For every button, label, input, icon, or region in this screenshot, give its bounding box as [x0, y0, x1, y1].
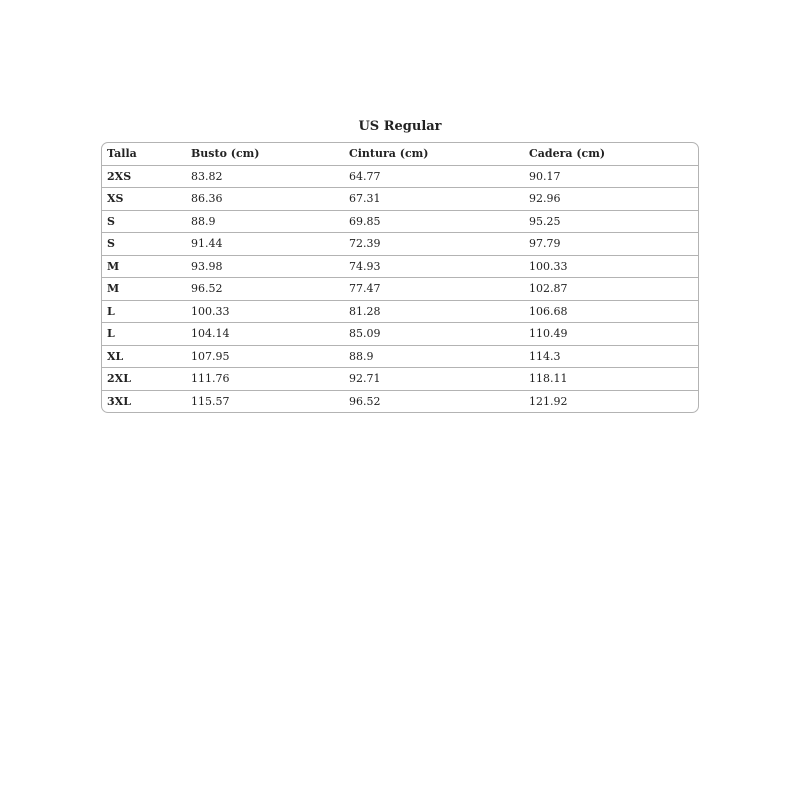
bust-cell: 107.95 [186, 345, 344, 368]
size-cell: M [102, 278, 186, 301]
table-header-row [102, 143, 698, 165]
waist-cell: 81.28 [344, 300, 524, 323]
hip-cell: 92.96 [524, 188, 698, 211]
waist-cell: 77.47 [344, 278, 524, 301]
waist-cell: 64.77 [344, 165, 524, 188]
hip-cell: 118.11 [524, 368, 698, 391]
bust-cell: 86.36 [186, 188, 344, 211]
waist-cell: 69.85 [344, 210, 524, 233]
size-cell: 3XL [102, 390, 186, 412]
hip-cell: 106.68 [524, 300, 698, 323]
hip-cell: 114.3 [524, 345, 698, 368]
bust-cell: 96.52 [186, 278, 344, 301]
hip-cell: 97.79 [524, 233, 698, 256]
hip-cell: 102.87 [524, 278, 698, 301]
size-cell: L [102, 323, 186, 346]
bust-cell: 115.57 [186, 390, 344, 412]
bust-cell: 104.14 [186, 323, 344, 346]
waist-cell: 88.9 [344, 345, 524, 368]
table-body [102, 165, 698, 412]
size-cell: XL [102, 345, 186, 368]
column-header-cintura: Cintura (cm) [349, 147, 429, 161]
size-chart [101, 118, 699, 413]
waist-cell: 85.09 [344, 323, 524, 346]
table-row [102, 210, 698, 233]
waist-cell: 96.52 [344, 390, 524, 412]
size-cell: M [102, 255, 186, 278]
bust-cell: 88.9 [186, 210, 344, 233]
column-header-cadera: Cadera (cm) [529, 147, 606, 161]
size-cell: S [102, 233, 186, 256]
table-row [102, 165, 698, 188]
bust-cell: 93.98 [186, 255, 344, 278]
size-table-frame [101, 142, 699, 413]
table-row [102, 233, 698, 256]
hip-cell: 121.92 [524, 390, 698, 412]
size-cell: S [102, 210, 186, 233]
hip-cell: 90.17 [524, 165, 698, 188]
table-row [102, 323, 698, 346]
table-row [102, 188, 698, 211]
size-cell: 2XL [102, 368, 186, 391]
table-row [102, 345, 698, 368]
hip-cell: 95.25 [524, 210, 698, 233]
bust-cell: 100.33 [186, 300, 344, 323]
table-row [102, 300, 698, 323]
size-cell: XS [102, 188, 186, 211]
size-cell: L [102, 300, 186, 323]
hip-cell: 110.49 [524, 323, 698, 346]
size-table [102, 143, 698, 412]
table-row [102, 368, 698, 391]
bust-cell: 91.44 [186, 233, 344, 256]
column-header-busto: Busto (cm) [191, 147, 260, 161]
bust-cell: 111.76 [186, 368, 344, 391]
table-row [102, 278, 698, 301]
waist-cell: 92.71 [344, 368, 524, 391]
waist-cell: 74.93 [344, 255, 524, 278]
waist-cell: 67.31 [344, 188, 524, 211]
size-cell: 2XS [102, 165, 186, 188]
waist-cell: 72.39 [344, 233, 524, 256]
column-header-talla: Talla [107, 147, 137, 161]
table-row [102, 255, 698, 278]
chart-title: US Regular [358, 119, 442, 134]
table-row [102, 390, 698, 412]
hip-cell: 100.33 [524, 255, 698, 278]
bust-cell: 83.82 [186, 165, 344, 188]
